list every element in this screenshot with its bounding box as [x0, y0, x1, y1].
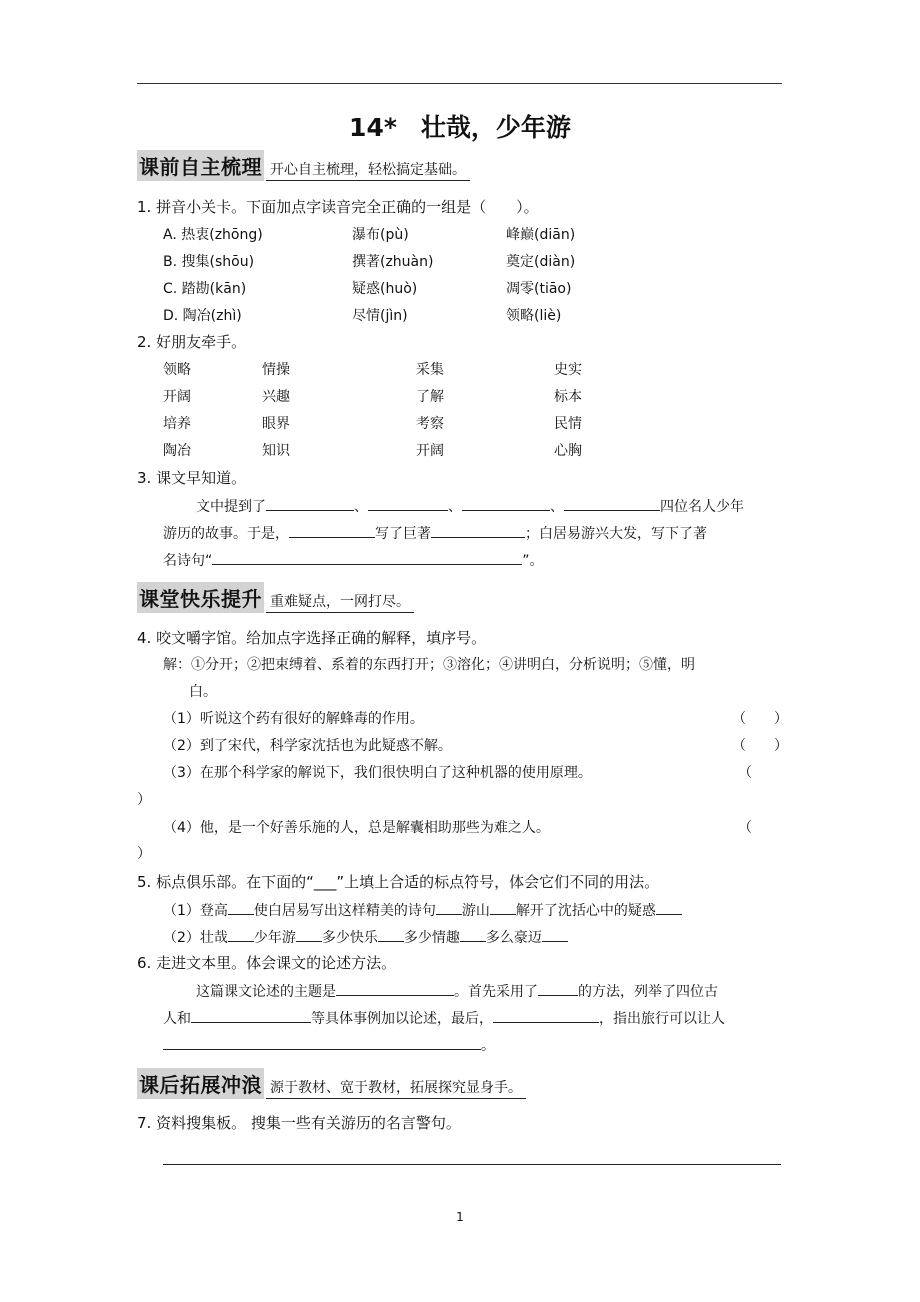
section-note: 源于教材、宽于教材，拓展探究显身手。 [266, 1077, 526, 1099]
page-title [0, 108, 920, 144]
q5-stem: 5. 标点俱乐部。在下面的“___”上填上合适的标点符号，体会它们不同的用法。 [137, 873, 660, 891]
q1-b1: B. 搜集(shōu) [163, 254, 255, 270]
fill-blank[interactable] [564, 494, 660, 511]
fill-blank[interactable] [289, 521, 375, 538]
q4-item-1: （1）听说这个药有很好的解蜂毒的作用。 [163, 711, 424, 727]
section-class [137, 582, 414, 613]
q5-line1: （1）登高 使白居易写出这样精美的诗句 游山 解开了沈括心中的疑惑 [163, 898, 682, 920]
q2-word: 标本 [554, 389, 582, 405]
answer-paren-close: ） [137, 846, 151, 862]
fill-blank[interactable] [228, 898, 254, 915]
fill-blank[interactable] [436, 898, 462, 915]
answer-paren-open[interactable]: （ [738, 765, 752, 781]
q4-item-3: （3）在那个科学家的解说下，我们很快明白了这种机器的使用原理。 [163, 765, 592, 781]
q1-c3: 凋零(tiāo) [506, 281, 572, 297]
fill-blank[interactable] [462, 494, 550, 511]
fill-blank[interactable] [266, 494, 354, 511]
q4-definitions: 解：①分开；②把束缚着、系着的东西打开；③溶化；④讲明白，分析说明；⑤懂，明 [163, 657, 695, 673]
q2-word: 兴趣 [262, 389, 290, 405]
answer-line[interactable] [163, 1164, 781, 1165]
answer-paren[interactable]: （ ） [732, 711, 788, 727]
q2-stem: 2. 好朋友牵手。 [137, 333, 247, 351]
q2-word: 情操 [262, 362, 290, 378]
q2-word: 培养 [163, 416, 191, 432]
top-rule [137, 83, 782, 84]
fill-blank[interactable] [212, 548, 522, 565]
fill-blank[interactable] [368, 494, 448, 511]
answer-paren[interactable]: （ ） [732, 738, 788, 754]
fill-blank[interactable] [431, 521, 525, 538]
fill-blank[interactable] [493, 1006, 599, 1023]
q7-stem: 7. 资料搜集板。 搜集一些有关游历的名言警句。 [137, 1114, 461, 1132]
q1-a3: 峰巅(diān) [506, 227, 576, 243]
q2-word: 知识 [262, 443, 290, 459]
q2-word: 陶冶 [163, 443, 191, 459]
answer-paren-open[interactable]: （ [738, 820, 752, 836]
q3-line2: 游历的故事。于是， 写了巨著 ；白居易游兴大发，写下了著 [163, 521, 707, 543]
section-label: 课堂快乐提升 [137, 582, 264, 613]
fill-blank[interactable] [336, 979, 454, 996]
fill-blank[interactable] [460, 925, 486, 942]
fill-blank[interactable] [191, 1006, 311, 1023]
q6-line1: 这篇课文论述的主题是 。首先采用了 的方法，列举了四位古 [196, 979, 718, 1001]
lesson-number: 14* [349, 113, 397, 142]
q4-definitions-cont: 白。 [189, 684, 217, 700]
fill-blank[interactable] [163, 1033, 481, 1050]
q2-word: 心胸 [554, 443, 582, 459]
section-label: 课后拓展冲浪 [137, 1068, 264, 1099]
fill-blank[interactable] [490, 898, 516, 915]
q1-b3: 奠定(diàn) [506, 254, 576, 270]
q2-word: 民情 [554, 416, 582, 432]
q6-stem: 6. 走进文本里。体会课文的论述方法。 [137, 954, 397, 972]
section-post [137, 1068, 526, 1099]
q6-line2: 人和 等具体事例加以论述，最后， ，指出旅行可以让人 [163, 1006, 725, 1028]
q2-word: 领略 [163, 362, 191, 378]
q1-a2: 瀑布(pù) [352, 227, 409, 243]
q4-stem: 4. 咬文嚼字馆。给加点字选择正确的解释，填序号。 [137, 629, 487, 647]
section-label: 课前自主梳理 [137, 150, 264, 181]
q1-d1: D. 陶冶(zhì) [163, 308, 242, 324]
q3-stem: 3. 课文早知道。 [137, 469, 247, 487]
q2-word: 了解 [416, 389, 444, 405]
q4-item-4: （4）他，是一个好善乐施的人，总是解囊相助那些为难之人。 [163, 820, 550, 836]
fill-blank[interactable] [378, 925, 404, 942]
fill-blank[interactable] [656, 898, 682, 915]
q2-word: 眼界 [262, 416, 290, 432]
q1-a1: A. 热衷(zhōng) [163, 227, 263, 243]
fill-blank[interactable] [538, 979, 578, 996]
q6-line3: 。 [163, 1033, 495, 1055]
q2-word: 开阔 [416, 443, 444, 459]
q2-word: 开阔 [163, 389, 191, 405]
q1-d3: 领略(liè) [506, 308, 562, 324]
fill-blank[interactable] [542, 925, 568, 942]
q3-line3: 名诗句“ ”。 [163, 548, 544, 570]
page-number: 1 [456, 1210, 464, 1224]
answer-paren-close: ） [137, 792, 151, 808]
lesson-title: 壮哉，少年游 [420, 113, 571, 142]
q2-word: 考察 [416, 416, 444, 432]
q2-word: 史实 [554, 362, 582, 378]
section-pre [137, 150, 470, 181]
q1-d2: 尽情(jìn) [352, 308, 408, 324]
section-note: 开心自主梳理，轻松搞定基础。 [266, 159, 470, 181]
q2-word: 采集 [416, 362, 444, 378]
fill-blank[interactable] [296, 925, 322, 942]
q1-c1: C. 踏勘(kān) [163, 281, 247, 297]
q1-c2: 疑惑(huò) [352, 281, 418, 297]
section-note: 重难疑点，一网打尽。 [266, 591, 414, 613]
q3-line1: 文中提到了 、 、 、 四位名人少年 [196, 494, 744, 516]
q1-stem: 1. 拼音小关卡。下面加点字读音完全正确的一组是（ ）。 [137, 198, 539, 216]
q4-item-2: （2）到了宋代，科学家沈括也为此疑惑不解。 [163, 738, 452, 754]
fill-blank[interactable] [228, 925, 254, 942]
q1-b2: 撰著(zhuàn) [352, 254, 434, 270]
q5-line2: （2）壮哉 少年游 多少快乐 多少情趣 多么豪迈 [163, 925, 568, 947]
